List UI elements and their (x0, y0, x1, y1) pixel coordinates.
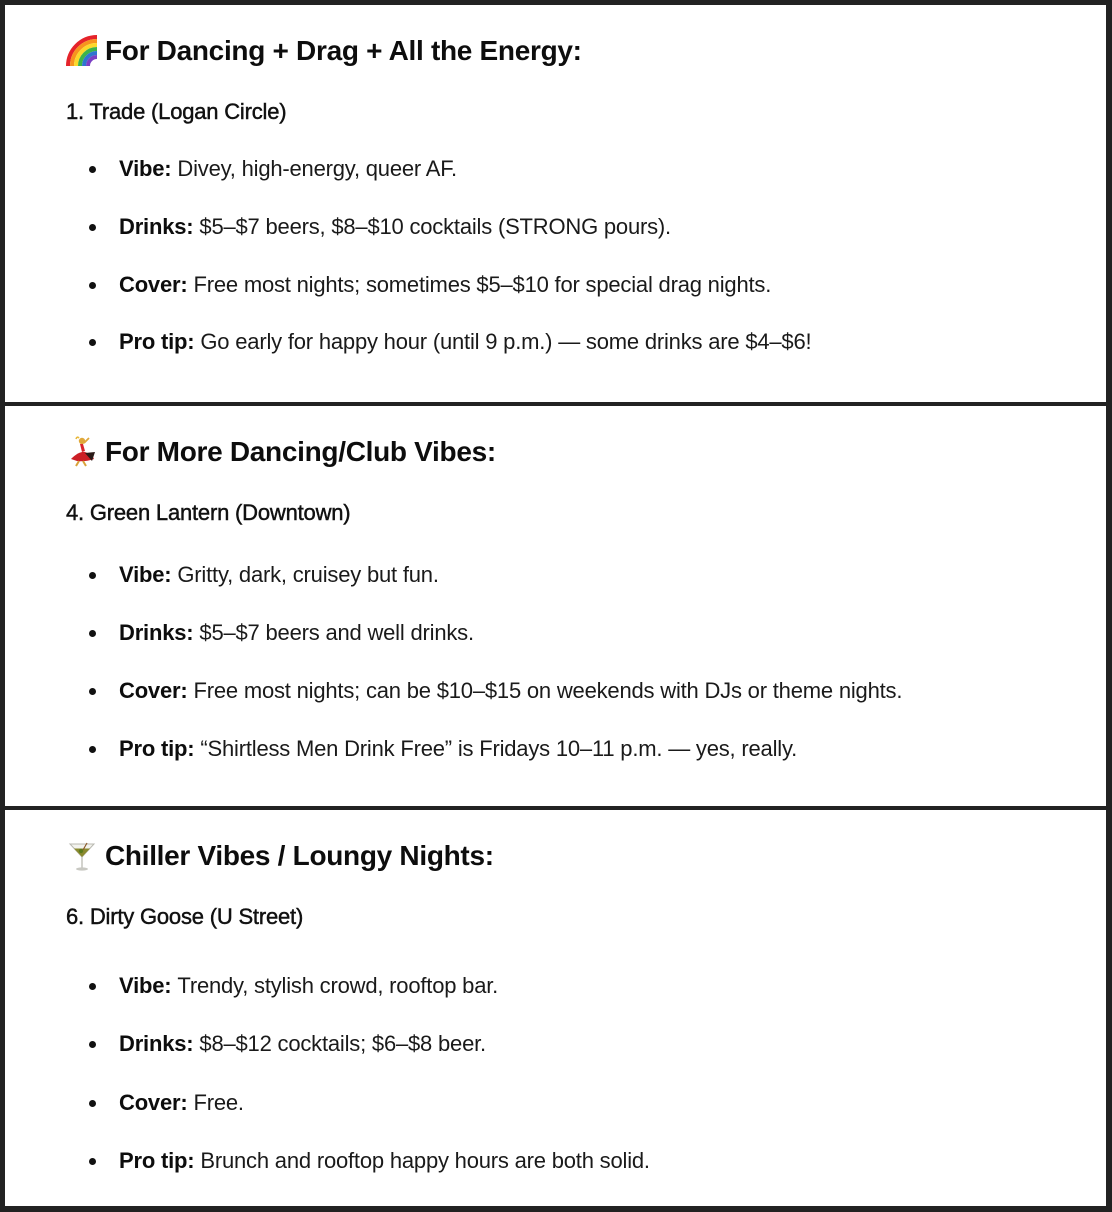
detail-label: Drinks: (119, 620, 194, 645)
detail-label: Vibe: (119, 156, 172, 181)
detail-text: $5–$7 beers and well drinks. (199, 620, 474, 645)
bullet-icon (89, 1158, 96, 1165)
detail-label: Vibe: (119, 562, 172, 587)
bullet-icon (89, 572, 96, 579)
detail-label: Vibe: (119, 973, 172, 998)
bullet-icon (89, 224, 96, 231)
detail-label: Pro tip: (119, 329, 195, 354)
detail-pro-tip (85, 1146, 650, 1176)
detail-drinks (85, 1029, 486, 1059)
section-heading-text: Chiller Vibes / Loungy Nights: (105, 840, 494, 871)
section-heading-text: For More Dancing/Club Vibes: (105, 436, 496, 467)
detail-vibe (85, 154, 457, 184)
section-heading-text: For Dancing + Drag + All the Energy: (105, 35, 582, 66)
detail-drinks (85, 618, 474, 648)
dancer-icon (65, 435, 99, 469)
cocktail-glass-icon (65, 839, 99, 873)
bullet-icon (89, 166, 96, 173)
bullet-icon (89, 282, 96, 289)
section-chill-vibes (5, 810, 1106, 1206)
detail-text: Trendy, stylish crowd, rooftop bar. (177, 973, 499, 998)
detail-text: Divey, high-energy, queer AF. (177, 156, 457, 181)
detail-label: Drinks: (119, 214, 194, 239)
bullet-icon (89, 339, 96, 346)
bullet-icon (89, 746, 96, 753)
detail-text: $5–$7 beers, $8–$10 cocktails (STRONG pours). (199, 214, 671, 239)
detail-text: $8–$12 cocktails; $6–$8 beer. (199, 1031, 486, 1056)
detail-text: Gritty, dark, cruisey but fun. (177, 562, 439, 587)
detail-pro-tip (85, 734, 797, 764)
detail-label: Pro tip: (119, 736, 195, 761)
bullet-icon (89, 688, 96, 695)
bullet-icon (89, 1100, 96, 1107)
detail-drinks (85, 212, 671, 242)
bullet-icon (89, 1041, 96, 1048)
detail-text: “Shirtless Men Drink Free” is Fridays 10–11 p.m. — yes, really. (200, 736, 798, 761)
detail-text: Go early for happy hour (until 9 p.m.) — some drinks are $4–$6! (200, 329, 812, 354)
venue-title: 6. Dirty Goose (U Street) (66, 904, 304, 929)
section-heading (65, 838, 494, 874)
section-heading (65, 434, 496, 470)
detail-label: Cover: (119, 272, 188, 297)
detail-cover (85, 1088, 244, 1118)
detail-label: Drinks: (119, 1031, 194, 1056)
detail-text: Brunch and rooftop happy hours are both solid. (200, 1148, 650, 1173)
screenshot-frame (5, 5, 1106, 1206)
section-club-vibes (5, 406, 1106, 806)
detail-cover (85, 270, 771, 300)
bullet-icon (89, 630, 96, 637)
venue-title: 1. Trade (Logan Circle) (66, 99, 287, 124)
section-heading (65, 33, 582, 69)
detail-pro-tip (85, 327, 811, 357)
detail-vibe (85, 971, 498, 1001)
detail-label: Cover: (119, 1090, 188, 1115)
detail-label: Cover: (119, 678, 188, 703)
detail-vibe (85, 560, 439, 590)
detail-text: Free most nights; can be $10–$15 on weekends with DJs or theme nights. (193, 678, 903, 703)
venue-title: 4. Green Lantern (Downtown) (66, 500, 351, 525)
detail-cover (85, 676, 902, 706)
section-dancing-drag (5, 5, 1106, 402)
bullet-icon (89, 983, 96, 990)
detail-text: Free. (193, 1090, 244, 1115)
rainbow-icon (65, 34, 99, 68)
detail-text: Free most nights; sometimes $5–$10 for special drag nights. (193, 272, 772, 297)
detail-label: Pro tip: (119, 1148, 195, 1173)
